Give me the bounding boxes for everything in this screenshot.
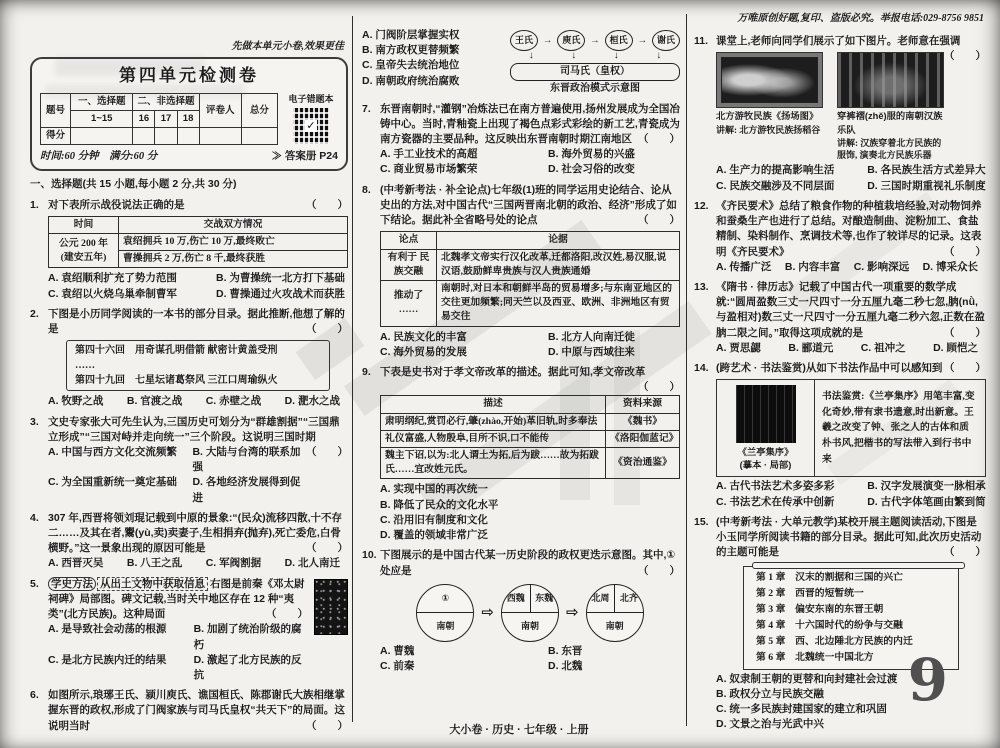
option: B. 政权分立与民族交融 xyxy=(716,687,824,700)
score-table-cell: 题号 xyxy=(41,94,71,128)
score-table-cell: 一、选择题 xyxy=(71,94,133,111)
q1-table xyxy=(48,216,348,269)
toc-line: 第 3 章 偏安东南的东晋王朝 xyxy=(756,604,884,616)
catalog-line: 第四十九回 七星坛诸葛祭风 三江口周瑜纵火 xyxy=(75,375,278,387)
question-stem: 下表是史书对于孝文帝改革的描述。据此可知,孝文帝改革 xyxy=(380,365,646,378)
table-cell: 《资治通鉴》 xyxy=(606,448,680,479)
question-number: 6. xyxy=(30,689,39,702)
score-table-cell: 得分 xyxy=(41,128,71,145)
option: A. 奴隶制王朝的更替和向封建社会过渡 xyxy=(716,672,898,685)
question-6-continuation xyxy=(362,28,680,97)
question-stem: 《隋书 · 律历志》记载了中国古代一项重要的数学成就:“圆周盈数三丈一尺四寸一分五厘九毫二秒七忽,朒(nǜ,与盈相对)数三丈一尺四寸一分五厘九毫二秒六忽,正数在盈朒二限之间。”取得这项成就的是 xyxy=(716,280,985,339)
q9-table xyxy=(380,395,680,479)
stele-rubbing-image xyxy=(314,579,348,635)
option: C. 军阀割据 xyxy=(205,557,262,570)
option: B. 八王之乱 xyxy=(126,557,183,570)
table-cell: 袁绍拥兵 10 万,伤亡 10 万,最终败亡 xyxy=(119,234,348,251)
option: A. 古代书法艺术多姿多彩 xyxy=(716,480,835,493)
option: C. 商业贸易市场繁荣 xyxy=(380,163,478,176)
score-table-cell xyxy=(241,128,277,145)
method-tag: 学史方法 xyxy=(48,577,96,591)
question-number: 10. xyxy=(362,549,377,562)
option: C. 赤壁之战 xyxy=(205,395,262,408)
question-stem: 下图是小历同学阅读的一本书的部分目录。据此推断,他想了解的是 xyxy=(48,307,345,336)
answer-book-ref: ≫ 答案册 P24 xyxy=(271,150,338,163)
clan-node: 谢氏 xyxy=(652,30,680,51)
arrow-right-icon: → xyxy=(542,34,553,46)
option: A. 曹魏 xyxy=(380,644,415,657)
option: B. 南方政权更替频繁 xyxy=(362,44,460,57)
fat-arrow-icon: ⇨ xyxy=(566,603,579,621)
question-8 xyxy=(362,183,680,360)
regime-label: 南朝 xyxy=(436,621,455,632)
option: D. 北人南迁 xyxy=(284,557,340,570)
question-13 xyxy=(694,280,986,356)
question-number: 4. xyxy=(30,511,39,524)
option: D. 文景之治与光武中兴 xyxy=(716,718,824,731)
figure-note: 讲解: 汉族穿着北方民族的服饰, 演奏北方民族乐器 xyxy=(837,138,942,161)
answer-bracket: （ ） xyxy=(266,608,308,621)
question-11 xyxy=(694,34,986,194)
question-2 xyxy=(30,307,348,410)
question-14 xyxy=(694,361,986,510)
option: A. 传播广泛 xyxy=(716,260,772,273)
option: D. 古代字体笔画由繁到简 xyxy=(867,495,986,508)
question-number: 15. xyxy=(694,515,709,528)
option: B. 汉字发展演变一脉相承 xyxy=(867,480,986,493)
fat-arrow-icon: ⇨ xyxy=(481,603,494,621)
eastern-jin-diagram xyxy=(510,28,680,97)
right-column xyxy=(694,22,986,732)
option: B. 大陆与台湾的联系加强 xyxy=(192,445,301,474)
exam-style-tag: (跨艺术 · 书法鉴赏) xyxy=(716,362,806,375)
question-number: 13. xyxy=(694,280,709,293)
question-number: 1. xyxy=(30,198,39,211)
option: C. 为全国重新统一奠定基础 xyxy=(48,476,177,489)
regime-succession-diagram xyxy=(380,584,680,642)
answer-bracket: （ ） xyxy=(306,542,348,555)
exam-style-tag: (中考新考法 · 大单元教学) xyxy=(716,515,838,528)
option: D. 顾恺之 xyxy=(933,341,978,354)
option: D. 南朝政府统治腐败 xyxy=(362,74,460,87)
qr-code-icon xyxy=(293,108,329,144)
figure-note: 讲解: 北方游牧民族扬稻谷 xyxy=(716,124,821,135)
regime-label: 北齐 xyxy=(614,585,643,612)
regime-label: 东魏 xyxy=(530,585,559,612)
option: A. 贾思勰 xyxy=(716,341,761,354)
score-table-cell xyxy=(155,128,177,145)
option: D. 中原与西域往来 xyxy=(548,345,635,358)
page-number: 9 xyxy=(907,646,948,714)
answer-bracket: （ ） xyxy=(638,381,680,394)
e-wrongbook-label: 电子错题本 xyxy=(288,94,334,105)
table-cell: 曹操拥兵 2 万,伤亡 8 千,最终获胜 xyxy=(119,251,348,268)
lanting-xu-image xyxy=(736,385,796,443)
option: D. 激起了北方民族的反抗 xyxy=(193,653,302,681)
exam-title: 第四单元检测卷 xyxy=(119,65,259,85)
table-cell-line: (建安五年) xyxy=(60,251,107,263)
table-cell: 礼仪富盛,人物殷阜,目所不识,口不能传 xyxy=(381,430,606,447)
option: D. 北魏 xyxy=(548,659,583,672)
question-stem: 307 年,西晋将领刘琨记载到中原的景象:“(民众)流移四散,十不存二……及其在者,鬻(yù,卖)卖妻子,生相捐弃(抛弃),死亡委危,白骨横野。”这一景象出现的原因可能是 xyxy=(48,511,343,555)
table-cell: 《魏书》 xyxy=(606,413,680,430)
option: C. 是北方民族内迁的结果 xyxy=(48,653,167,666)
question-number: 11. xyxy=(694,35,709,47)
option: C. 影响深远 xyxy=(853,260,910,273)
question-stem: 课堂上,老师向同学们展示了如下图片。老师意在强调 xyxy=(716,35,961,47)
answer-bracket: （ ） xyxy=(306,719,348,732)
option: C. 沿用旧有制度和文化 xyxy=(380,513,488,526)
q8-table xyxy=(380,231,680,326)
option: C. 海外贸易的发展 xyxy=(380,345,467,358)
score-table-cell xyxy=(199,128,241,145)
question-7 xyxy=(362,102,680,178)
clan-node: 王氏 xyxy=(510,30,538,51)
arrow-down-icon: ↓ xyxy=(571,50,577,62)
han-band-relief-image xyxy=(837,52,944,108)
winnowing-rubbing-image xyxy=(716,52,823,108)
method-subtag: 从出土文物中获取信息 xyxy=(97,577,208,591)
answer-bracket: （ ） xyxy=(944,326,986,339)
question-stem: 右图是前秦《邓太尉祠碑》局部图。碑文记载,当时关中地区存在 12 种“夷类”(北方民族)。这种局面 xyxy=(48,577,305,621)
answer-bracket: （ ） xyxy=(638,132,680,145)
option: B. 官渡之战 xyxy=(126,395,183,408)
table-cell: 北魏孝文帝实行汉化改革,迁都洛阳,改汉姓,易汉服,说汉语,鼓励鲜卑贵族与汉人贵族通婚 xyxy=(437,249,680,280)
option: D. 博采众长 xyxy=(922,260,978,273)
option: D. 曹操通过火攻战术而获胜 xyxy=(216,287,345,300)
imperial-power-node: 司马氏（皇权） xyxy=(510,63,680,82)
arrow-down-icon: ↓ xyxy=(613,50,619,62)
middle-column xyxy=(362,28,680,730)
option: B. 北方人向南迁徙 xyxy=(548,330,635,343)
option: C. 皇帝失去统治地位 xyxy=(362,59,460,72)
option: B. 海外贸易的兴盛 xyxy=(548,148,635,161)
calligraphy-panel xyxy=(716,379,986,477)
answer-bracket: （ ） xyxy=(638,214,680,227)
exam-header-box xyxy=(30,57,348,172)
page-footer: 大小卷 · 历史 · 七年级 · 上册 xyxy=(449,724,589,736)
table-cell: 南朝时,对日本和朝鲜半岛的贸易增多;与东南亚地区的交往更加频繁;同天竺以及西亚、欧洲、非洲地区有贸易交往 xyxy=(437,280,680,326)
arrow-right-icon: → xyxy=(590,34,600,46)
option: A. 门阀阶层掌握实权 xyxy=(362,29,460,41)
option: A. 西晋灭吴 xyxy=(48,557,104,570)
figure-caption: 穿裤褶(zhě)服的南朝汉族乐队 xyxy=(837,111,943,135)
score-table-cell: 总分 xyxy=(241,94,277,128)
score-table-cell: 评卷人 xyxy=(199,94,241,128)
question-6 xyxy=(30,688,348,734)
option: C. 前秦 xyxy=(380,659,415,672)
question-stem: 《齐民要术》总结了粮食作物的种植栽培经验,对动物饲养和蚕桑生产也进行了总结。对酿造制曲、淀粉加工、食盐精制、染料制作、烹调技术等,也作了较详尽的记录。这表明《齐民要术》 xyxy=(716,199,982,258)
figure-left xyxy=(716,52,823,161)
question-9 xyxy=(362,365,680,543)
option: D. 三国时期重视礼乐制度 xyxy=(867,179,986,192)
question-number: 5. xyxy=(30,577,39,590)
question-stem: 下图展示的是中国古代某一历史阶段的政权更迭示意图。其中,①处应是 xyxy=(380,549,676,577)
book-catalog-box xyxy=(66,340,330,391)
clan-node: 庾氏 xyxy=(557,30,585,51)
regime-label: 南朝 xyxy=(605,621,624,632)
option: D. 社会习俗的改变 xyxy=(548,163,635,176)
column-divider xyxy=(686,14,687,726)
table-cell: 有利于 民族交融 xyxy=(381,249,437,280)
table-cell-line: 公元 200 年 xyxy=(59,237,108,249)
question-stem: 对下表所示战役说法正确的是 xyxy=(48,198,185,211)
score-table-cell xyxy=(71,128,133,145)
regime-label: 南朝 xyxy=(520,621,539,632)
section-heading: 一、选择题(共 15 小题,每小题 2 分,共 30 分) xyxy=(30,178,237,191)
option: A. 袁绍顺利扩充了势力范围 xyxy=(48,272,177,285)
question-1 xyxy=(30,198,348,302)
table-header: 交战双方情况 xyxy=(119,216,348,233)
question-10 xyxy=(362,548,680,674)
anti-piracy-notice: 万唯原创好题,复印、盗版必究。举报电话:029-8756 9851 xyxy=(737,13,984,24)
catalog-line: …… xyxy=(75,360,95,372)
toc-line: 第 5 章 西、北边陲北方民族的内迁 xyxy=(756,635,913,647)
option: D. 淝水之战 xyxy=(284,395,340,408)
option: A. 牧野之战 xyxy=(48,395,104,408)
option: B. 郦道元 xyxy=(788,341,834,354)
answer-bracket: （ ） xyxy=(944,245,986,258)
question-stem: 如图所示,琅琊王氏、颍川庾氏、谯国桓氏、陈郡谢氏大族相继掌握东晋的政权,形成了门阀家族与司马氏皇权“共天下”的局面。这说明当时 xyxy=(48,689,345,732)
catalog-line: 第四十六回 用奇谋孔明借箭 献密计黄盖受刑 xyxy=(75,345,278,357)
score-table-cell: 二、非选择题 xyxy=(133,94,199,111)
artwork-caption: 《兰亭集序》 xyxy=(737,447,794,458)
option: A. 是导致社会动荡的根源 xyxy=(48,623,167,636)
table-cell: 《洛阳伽蓝记》 xyxy=(606,430,680,447)
table-cell: 推动了 …… xyxy=(381,280,437,326)
answer-bracket: （ ） xyxy=(638,564,680,577)
question-stem: 从如下书法作品中可以感知到 xyxy=(805,362,943,375)
score-table-cell xyxy=(177,128,199,145)
table-header: 时间 xyxy=(49,216,119,233)
table-header: 资料来源 xyxy=(606,396,680,413)
clan-node: 桓氏 xyxy=(605,30,633,51)
regime-label: 北周 xyxy=(591,592,610,603)
option: C. 统一多民族封建国家的建立和巩固 xyxy=(716,703,887,715)
question-number: 14. xyxy=(694,362,709,375)
answer-bracket: （ ） xyxy=(944,50,986,63)
question-number: 3. xyxy=(30,415,39,428)
calligraphy-review: 书法鉴赏:《兰亭集序》用笔丰富,变化奇妙,带有隶书遗意,时出新意。王羲之改变了钟、张之人的古体和质朴书风,把楷书的写法带入到行书中来 xyxy=(822,391,975,465)
score-table-cell: 18 xyxy=(177,111,199,128)
question-stem: 东晋南朝时,“灌钢”冶炼法已在南方普遍使用,扬州发展成为全国冶铸中心。当时,青釉瓷上出现了褐色点彩式彩绘的新工艺,青瓷成为南方瓷器的主要品种。这反映出东晋南朝时期江南地区 xyxy=(380,102,680,145)
arrow-down-icon: ↓ xyxy=(656,50,662,62)
question-number: 2. xyxy=(30,307,39,320)
regime-circle xyxy=(586,584,644,642)
question-number: 12. xyxy=(694,199,709,212)
question-stem: 文史专家张大可先生认为,三国历史可划分为“群雄割据”“三国鼎立形成”“三国对峙并走向统一”三个阶段。这说明三国时期 xyxy=(48,415,340,443)
score-table-cell: 16 xyxy=(133,111,155,128)
arrow-right-icon: → xyxy=(637,34,648,46)
question-stem: 某校开展主题阅读活动,下图是小玉同学所阅读书籍的部分目录。据此可知,此次历史活动的主题可能是 xyxy=(716,515,982,559)
question-4 xyxy=(30,511,348,572)
table-header: 论点 xyxy=(381,232,437,249)
question-number: 8. xyxy=(362,183,371,196)
toc-line: 第 6 章 北魏统一中国北方 xyxy=(756,651,874,663)
answer-bracket: （ ） xyxy=(944,546,986,559)
question-number: 7. xyxy=(362,102,371,115)
toc-line: 第 2 章 西晋的短暂统一 xyxy=(756,588,864,600)
option: C. 袁绍以火烧乌巢牵制曹军 xyxy=(48,287,177,300)
option: A. 生产力的提高影响生活 xyxy=(716,164,835,177)
table-cell xyxy=(49,234,119,268)
arrow-down-icon: ↓ xyxy=(528,50,534,62)
regime-circle xyxy=(416,584,474,642)
question-3 xyxy=(30,415,348,506)
time-and-score-info: 时间:60 分钟 满分:60 分 xyxy=(40,151,158,163)
column-divider xyxy=(352,16,353,722)
regime-label: ① xyxy=(441,592,450,603)
option: A. 实现中国的再次统一 xyxy=(380,483,488,496)
answer-bracket: （ ） xyxy=(944,362,986,375)
option: A. 手工业技术的高超 xyxy=(380,148,478,161)
answer-bracket: （ ） xyxy=(306,323,348,336)
question-12 xyxy=(694,199,986,275)
option: C. 民族交融涉及不同层面 xyxy=(716,179,835,192)
option: C. 书法艺术在传承中创新 xyxy=(716,495,835,508)
figure-caption: 北方游牧民族《扬场图》 xyxy=(716,111,819,122)
option: A. 中国与西方文化交流频繁 xyxy=(48,445,177,458)
regime-label: 西魏 xyxy=(506,592,525,603)
table-cell: 魏主下诏,以为:北人谓土为拓,后为跋……故为拓跋氏……宜改姓元氏。 xyxy=(381,448,606,479)
score-table-cell: 1~15 xyxy=(71,111,133,128)
regime-circle xyxy=(501,584,559,642)
figure-right xyxy=(837,52,944,161)
question-5 xyxy=(30,577,348,684)
option: B. 内容丰富 xyxy=(784,260,841,273)
question-stem: 七年级(1)班的同学运用史论结合、论从史出的方法,对中国古代“三国两晋南北朝的政治、经济”形成了如下结论。据此补全省略号处的论点 xyxy=(380,183,677,227)
option: D. 覆盖的领域非常广泛 xyxy=(380,529,488,542)
question-number: 9. xyxy=(362,365,371,378)
exam-style-tag: (中考新考法 · 补全论点) xyxy=(380,183,491,196)
option: B. 降低了民众的文化水平 xyxy=(380,498,499,511)
left-column xyxy=(30,40,348,740)
option: A. 民族文化的丰富 xyxy=(380,330,467,343)
answer-bracket: （ ） xyxy=(306,445,348,458)
check-icon: ✓ xyxy=(306,120,316,133)
toc-line: 第 4 章 十六国时代的纷争与交融 xyxy=(756,619,903,631)
option: B. 东晋 xyxy=(548,644,583,657)
table-header: 描述 xyxy=(381,396,606,413)
table-header: 论据 xyxy=(437,232,680,249)
diagram-caption: 东晋政治模式示意图 xyxy=(550,83,640,95)
score-table-cell: 17 xyxy=(155,111,177,128)
score-table-cell xyxy=(133,128,155,145)
pre-note: 先做本单元小卷,效果更佳 xyxy=(231,41,344,52)
option: B. 为曹操统一北方打下基础 xyxy=(216,272,345,285)
table-cell: 肃明纲纪,赏罚必行,肇(zhào,开始)革旧轨,时多奉法 xyxy=(381,413,606,430)
option: D. 各地经济发展得到促进 xyxy=(192,476,301,504)
answer-bracket: （ ） xyxy=(306,198,348,211)
option: B. 加剧了统治阶级的腐朽 xyxy=(193,623,302,651)
toc-line: 第 1 章 汉末的割据和三国的兴亡 xyxy=(756,572,903,584)
option: B. 各民族生活方式差异大 xyxy=(867,164,986,177)
artwork-caption: (摹本 · 局部) xyxy=(739,460,792,471)
option: C. 祖冲之 xyxy=(860,341,906,354)
score-table xyxy=(40,93,278,145)
e-wrongbook-block xyxy=(284,93,338,145)
